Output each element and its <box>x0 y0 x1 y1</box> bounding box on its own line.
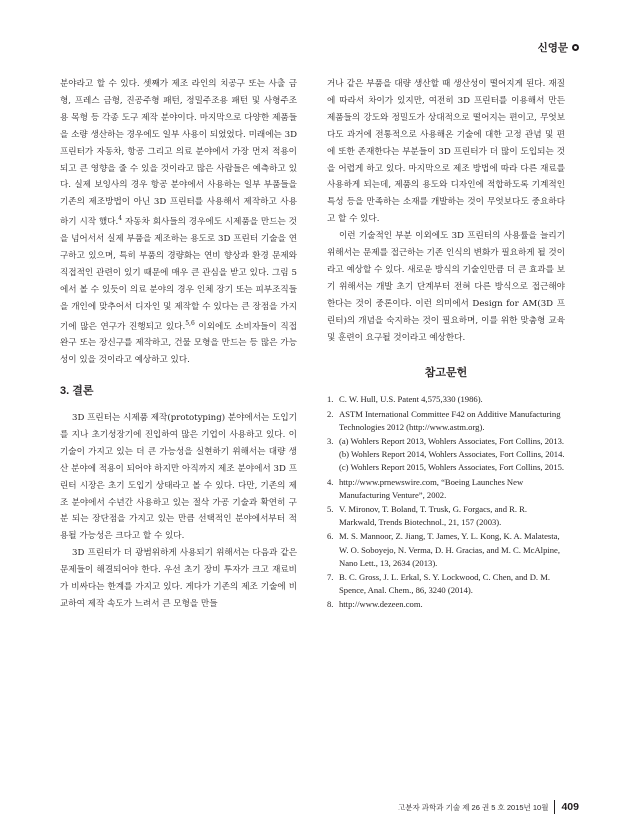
body-paragraph: 3D 프린터는 시제품 제작(prototyping) 분야에서는 도입기를 지나 초기성장기에 진입하여 많은 기업이 사용하고 있다. 이 기술이 가지고 있는 더 큰 가능성을 실현하기 위해서는 대량 생산 분야에 적용이 되어야 하지만 아직까지 제조 분야에서 3D 프린터 시장은 초기 도입기 상태라고 볼 수 있다. 다만, 기존의 제조 분야에서 수년간 사용하고 있는 절삭 가공 기술과 확연히 구분 되는 장단점을 가지고 있는 만큼 선택적인 분야에서부터 적용될 가능성은 크다고 할 수 있다. <box>60 413 297 542</box>
body-paragraph: 3D 프린터가 더 광범위하게 사용되기 위해서는 다음과 같은 문제들이 해결되어야 한다. 우선 초기 장비 투자가 크고 재료비가 비싸다는 한계를 가지고 있다. 게다가 기존의 제조 기술에 비교하여 제작 속도가 느려서 큰 모형을 만들 <box>60 548 297 609</box>
body-paragraph: 이런 기술적인 부분 이외에도 3D 프린터의 사용률을 늘리기 위해서는 문제를 접근하는 기존 인식의 변화가 필요하게 될 것이라고 예상할 수 있다. 새로운 방식의 기술인만큼 더 큰 효과를 보기 위해서는 개발 초기 단계부터 전혀 다른 방식으로 접근해야 한다는 것이 중론이다. 이런 의미에서 Design for AM(3D 프린터)의 개념을 숙지하는 것이 필요하며, 이를 위한 맞춤형 교육 및 훈련이 요구될 것이라고 예상한다. <box>327 231 565 343</box>
reference-list <box>327 393 565 611</box>
reference-item: 7. B. C. Gross, J. L. Erkal, S. Y. Lockwood, C. Chen, and D. M. Spence, Anal. Chem., 86, 3240 (2014). <box>327 572 551 596</box>
page-footer <box>398 800 579 814</box>
running-header-author <box>538 40 579 55</box>
references-heading: 참고문헌 <box>424 366 468 379</box>
circle-bullet-icon <box>572 44 579 51</box>
reference-item: 1. C. W. Hull, U.S. Patent 4,575,330 (1986). <box>327 394 483 405</box>
author-name: 신영문 <box>537 42 568 54</box>
left-column <box>60 76 297 613</box>
reference-item: 5. V. Mironov, T. Boland, T. Trusk, G. Forgacs, and R. R. Markwald, Trends Biotechnol., 21, 157 (2003). <box>327 504 528 528</box>
footer-divider <box>554 800 555 814</box>
reference-item: 4. http://www.prnewswire.com, “Boeing Launches New Manufacturing Venture”, 2002. <box>327 476 524 500</box>
body-paragraph: 거나 같은 부품을 대량 생산할 때 생산성이 떨어지게 된다. 재질에 따라서 차이가 있지만, 여전히 3D 프린터를 이용해서 만든 제품들의 강도와 정밀도가 상대적으로 떨어지는 편이고, 무엇보다도 과거에 전통적으로 사용해온 기술에 대한 고정 관념 및 편에 또한 존재한다는 부분들이 3D 프린터가 더 많이 도입되는 것을 어렵게 하고 있다. 마지막으로 제조 방법에 따라 다른 재료를 사용하게 되는데, 제품의 용도와 디자인에 적합하도록 기계적인 특성 등을 만족하는 소재를 개발하는 것이 무엇보다도 중요하다고 할 수 있다. <box>327 79 565 225</box>
section-heading-conclusion: 3. 결론 <box>60 385 94 398</box>
reference-item: 2. ASTM International Committee F42 on Additive Manufacturing Technologies 2012 (http://www.astm.org). <box>327 408 561 432</box>
reference-item: 3. (a) Wohlers Report 2013, Wohlers Associates, Fort Collins, 2013. (b) Wohlers Report 2014, Wohlers Associates, Fort Collins, 2014. (c) Wohlers Report 2015, Wohlers Associates, Fort Collins, 2015. <box>327 436 565 473</box>
body-paragraph: 분야라고 할 수 있다. 셋째가 제조 라인의 치공구 또는 사출 금형, 프레스 금형, 진공주형 패턴, 정밀주조용 패턴 및 사형주조용 목형 등 각종 도구 제작 분야이다. 마지막으로 다양한 제품들을 소량 생산하는 경우에도 일부 사용이 되었었다. 미래에는 3D 프린터가 자동차, 항공 그리고 의료 분야에서 가장 먼저 적용이 되고 큰 영향을 줄 수 있을 것이라고 많은 사람들은 예측하고 있다. 실제 보잉사의 경우 항공 분야에서 사용하는 일부 부품들을 기존의 제조방법이 아닌 3D 프린터를 사용해서 제작하고 사용하기 시작 했다.$^4$ 자동차 회사들의 경우에도 시제품을 만드는 것을 넘어서서 실제 부품을 제조하는 용도로 3D 프린터 기술을 연구하고 있으며, 특히 부품의 경량화는 연비 향상과 환경 문제와 직접적인 관련이 있기 때문에 매우 큰 관심을 받고 있다. 그림 5에서 볼 수 있듯이 의료 분야의 경우 인체 장기 또는 피부조직들을 개인에 맞추어서 디자인 및 제작할 수 있다는 큰 장점을 가지기에 많은 연구가 진행되고 있다.$^{5,6}$ 이외에도 소비자들이 직접 완구 또는 장신구를 제작하고, 건물 모형을 만드는 등 많은 가능성이 있을 것이라고 예상하고 있다. <box>60 79 297 366</box>
reference-item: 6. M. S. Mannoor, Z. Jiang, T. James, Y. L. Kong, K. A. Malatesta, W. O. Soboyejo, N. Verma, D. H. Gracias, and M. C. McAlpine, Nano Lett., 13, 2634 (2013). <box>327 531 561 568</box>
right-column <box>327 76 565 613</box>
journal-citation: 고분자 과학과 기술 제 26 권 5 호 2015년 10월 <box>397 802 549 812</box>
page-number: 409 <box>561 801 579 813</box>
reference-item: 8. http://www.dezeen.com. <box>327 599 423 610</box>
